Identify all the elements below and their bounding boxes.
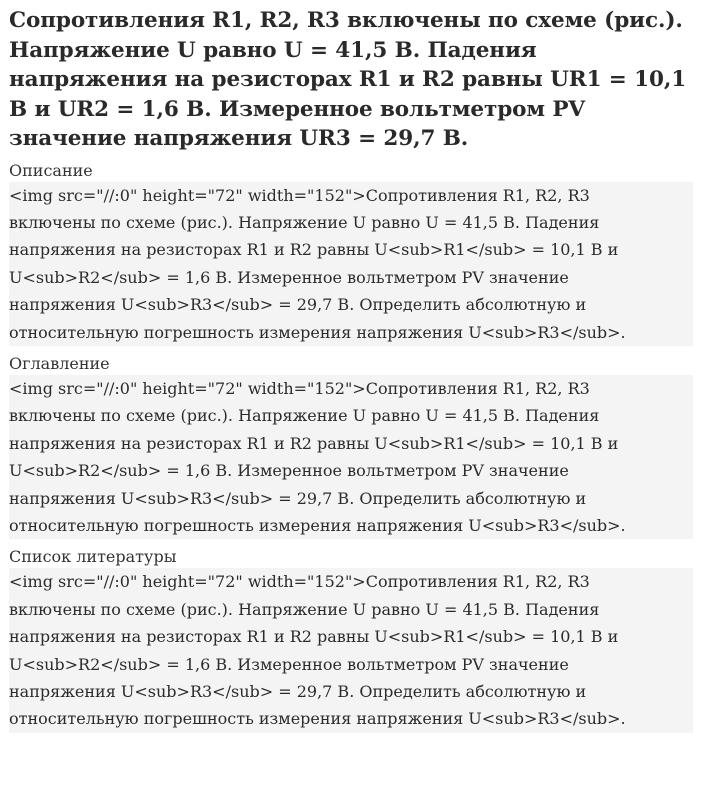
body-line: относительную погрешность измерения напряжения U<sub>R3</sub>. <box>9 709 626 729</box>
body-line: <img src="//:0" height="72" width="152">Сопротивления R1, R2, R3 <box>9 185 590 205</box>
body-line: включены по схеме (рис.). Напряжение U равно U = 41,5 В. Падения <box>9 599 600 619</box>
section-body-description <box>9 182 693 346</box>
bibliography-section <box>9 546 693 732</box>
body-line: <img src="//:0" height="72" width="152">Сопротивления R1, R2, R3 <box>9 378 590 398</box>
contents-section <box>9 353 693 539</box>
section-heading-description: Описание <box>9 160 93 180</box>
section-heading-contents: Оглавление <box>9 353 110 373</box>
body-line: напряжения на резисторах R1 и R2 равны U<sub>R1</sub> = 10,1 В и <box>9 240 619 260</box>
description-section <box>9 160 693 346</box>
body-line: относительную погрешность измерения напряжения U<sub>R3</sub>. <box>9 322 626 342</box>
page-title: Сопротивления R1, R2, R3 включены по схеме (рис.). Напряжение U равно U = 41,5 В. Падения напряжения на резисторах R1 и R2 равны UR1 = 10,1 В и UR2 = 1,6 В. Измеренное вольтметром PV значение напряжения UR3 = 29,7 В. <box>9 8 687 151</box>
body-line: U<sub>R2</sub> = 1,6 В. Измеренное вольтметром PV значение <box>9 654 569 674</box>
body-line: включены по схеме (рис.). Напряжение U равно U = 41,5 В. Падения <box>9 406 600 426</box>
body-line: включены по схеме (рис.). Напряжение U равно U = 41,5 В. Падения <box>9 212 600 232</box>
body-line: напряжения U<sub>R3</sub> = 29,7 В. Определить абсолютную и <box>9 488 587 508</box>
section-body-contents <box>9 375 693 539</box>
body-line: напряжения на резисторах R1 и R2 равны U<sub>R1</sub> = 10,1 В и <box>9 627 619 647</box>
body-line: относительную погрешность измерения напряжения U<sub>R3</sub>. <box>9 515 626 535</box>
section-heading-bibliography: Список литературы <box>9 547 177 567</box>
body-line: <img src="//:0" height="72" width="152">Сопротивления R1, R2, R3 <box>9 572 590 592</box>
body-line: напряжения U<sub>R3</sub> = 29,7 В. Определить абсолютную и <box>9 682 587 701</box>
body-line: напряжения на резисторах R1 и R2 равны U<sub>R1</sub> = 10,1 В и <box>9 433 619 453</box>
body-line: напряжения U<sub>R3</sub> = 29,7 В. Определить абсолютную и <box>9 295 587 315</box>
body-line: U<sub>R2</sub> = 1,6 В. Измеренное вольтметром PV значение <box>9 461 569 481</box>
body-line: U<sub>R2</sub> = 1,6 В. Измеренное вольтметром PV значение <box>9 267 569 287</box>
section-body-bibliography <box>9 568 693 732</box>
